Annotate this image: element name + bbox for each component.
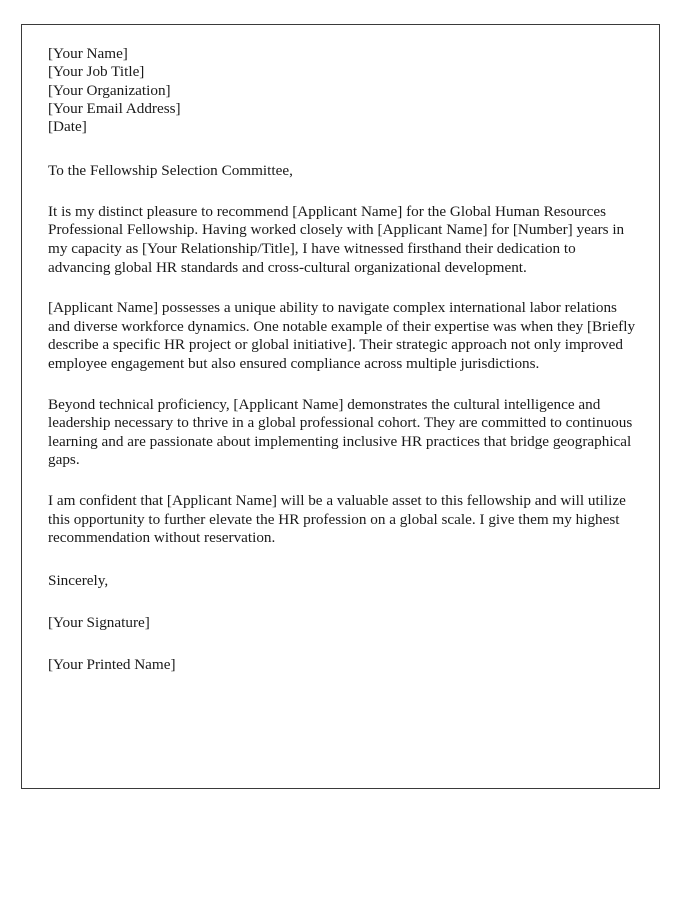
sender-organization: [Your Organization] [48, 81, 171, 99]
sender-address-block [48, 45, 636, 136]
letter-content [48, 45, 636, 675]
body-paragraph-4: I am confident that [Applicant Name] will be a valuable asset to this fellowship and will utilize this opportunity to further elevate the HR profession on a global scale. I give them my highest recommendation without reservation. [48, 491, 626, 547]
printed-name-placeholder: [Your Printed Name] [48, 656, 176, 674]
sender-email-address: [Your Email Address] [48, 99, 181, 117]
letter-date: [Date] [48, 118, 87, 136]
sender-job-title: [Your Job Title] [48, 63, 145, 81]
signature-placeholder: [Your Signature] [48, 613, 150, 631]
body-paragraph-1: It is my distinct pleasure to recommend [Applicant Name] for the Global Human Resources Professional Fellowship. Having worked closely with [Applicant Name] for [Number] years in my capacity as [Your Relationship/Title], I have witnessed firsthand their dedication to advancing global HR standards and cross-cultural organizational development. [48, 202, 625, 276]
sender-name: [Your Name] [48, 45, 128, 62]
closing-salutation: Sincerely, [48, 571, 109, 589]
salutation: To the Fellowship Selection Committee, [48, 162, 293, 180]
body-paragraph-2: [Applicant Name] possesses a unique ability to navigate complex international labor relations and diverse workforce dynamics. One notable example of their expertise was when they [Briefly describe a specific HR project or global initiative]. Their strategic approach not only improved employee engagement but also ensured compliance across multiple jurisdictions. [48, 299, 636, 372]
body-paragraph-3: Beyond technical proficiency, [Applicant Name] demonstrates the cultural intelligence and leadership necessary to thrive in a global professional cohort. They are committed to continuous learning and are passionate about implementing inclusive HR practices that bridge geographical gaps. [48, 395, 633, 469]
letter-page-border [21, 24, 660, 789]
